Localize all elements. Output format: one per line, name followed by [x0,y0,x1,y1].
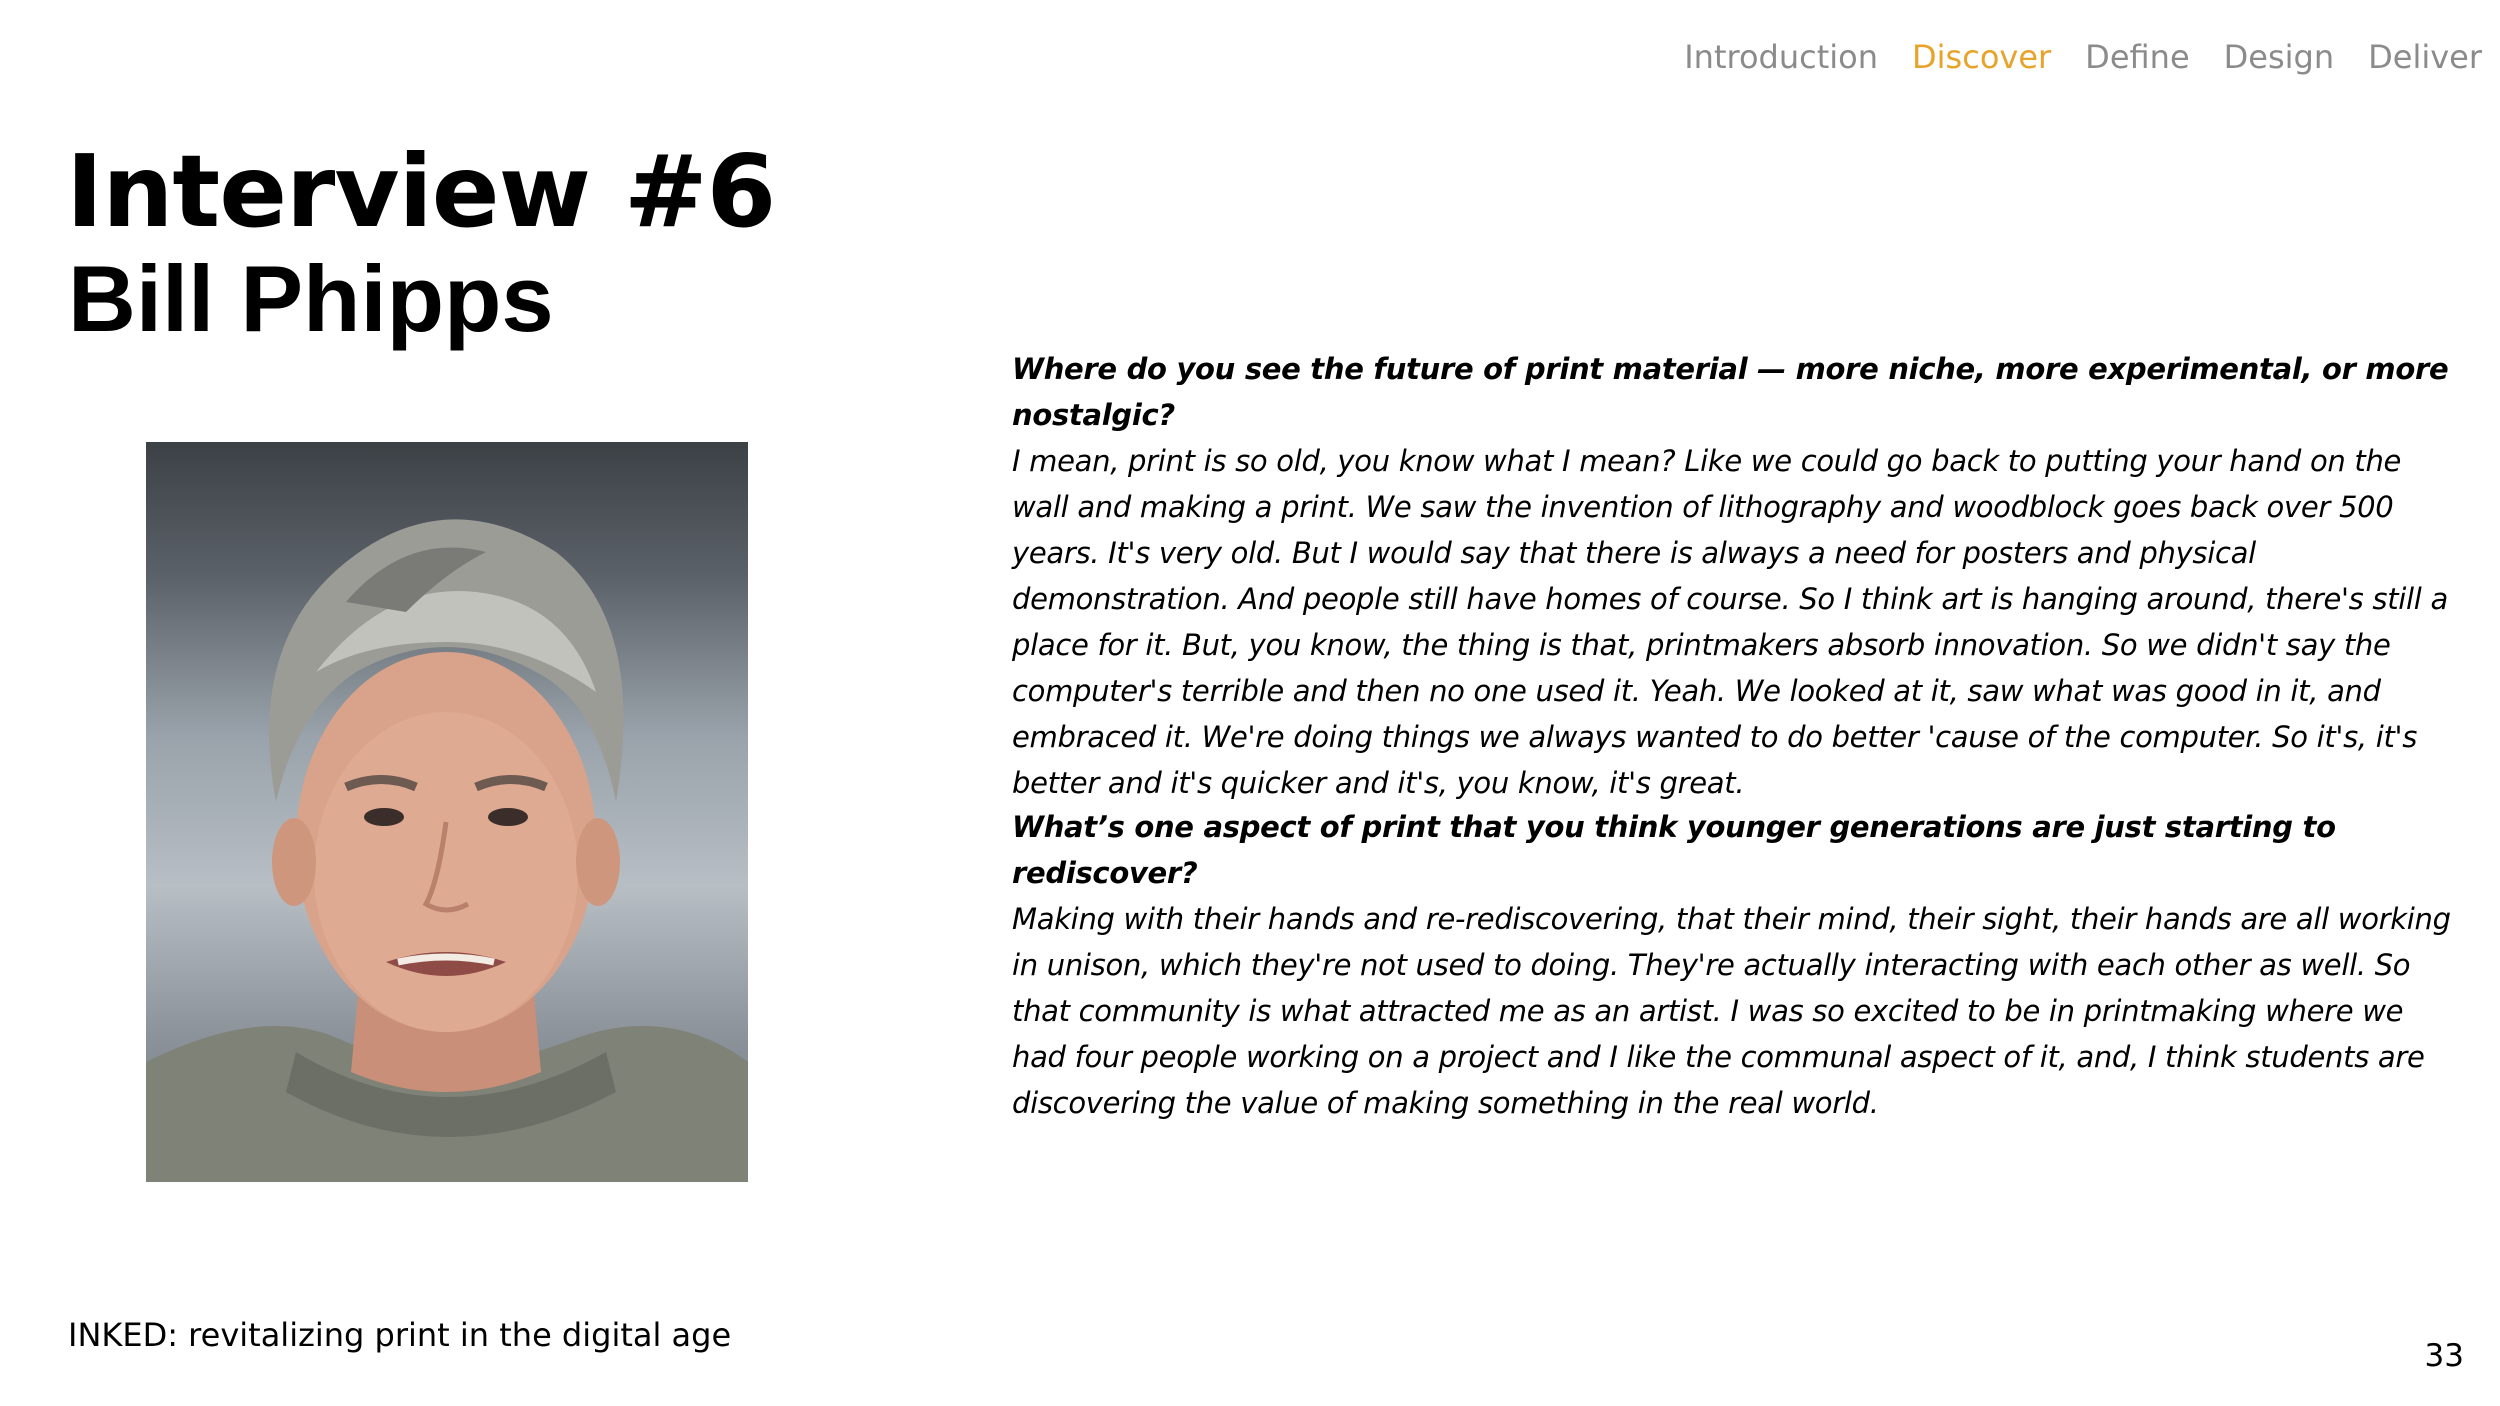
answer-1: I mean, print is so old, you know what I mean? Like we could go back to putting your hand on the wall and making a print. We saw the invention of lithography and woodblock goes back over 500 years. It's very old. But I would say that there is always a need for posters and physical demonstration. And people still have homes of course. So I think art is hanging around, there's still a place for it. But, you know, the thing is that, printmakers absorb innovation. So we didn't say the computer's terrible and then no one used it. Yeah. We looked at it, saw what was good in it, and embraced it. We're doing things we always wanted to do better 'cause of the computer. So it's, it's better and it's quicker and it's, you know, it's great. [1012,444,2448,800]
question-2: What’s one aspect of print that you think younger generations are just starting to rediscover? [1012,810,2336,890]
interviewee-photo [146,442,748,1182]
interviewee-name: Bill Phipps [68,246,554,351]
qa-block-1 [1012,346,2452,806]
qa-block-2 [1012,804,2452,1126]
portrait-illustration [146,442,748,1182]
nav-discover[interactable]: Discover [1912,38,2052,76]
page-title: Interview #6 [66,133,776,250]
answer-2: Making with their hands and re-rediscovering, that their mind, their sight, their hands are all working in unison, which they're not used to doing. They're actually interacting with each other as well. So that community is what attracted me as an artist. I was so excited to be in printmaking where we had four people working on a project and I like the communal aspect of it, and, I think students are discovering the value of making something in the real world. [1012,902,2451,1120]
section-nav [1684,38,2482,76]
question-1: Where do you see the future of print material — more niche, more experimental, or more nostalgic? [1012,352,2449,432]
nav-define[interactable]: Define [2085,38,2190,76]
nav-design[interactable]: Design [2223,38,2335,76]
page-number: 33 [2424,1338,2464,1374]
nav-deliver[interactable]: Deliver [2368,38,2482,76]
nav-introduction[interactable]: Introduction [1684,38,1879,76]
footer-caption: INKED: revitalizing print in the digital age [68,1316,732,1354]
